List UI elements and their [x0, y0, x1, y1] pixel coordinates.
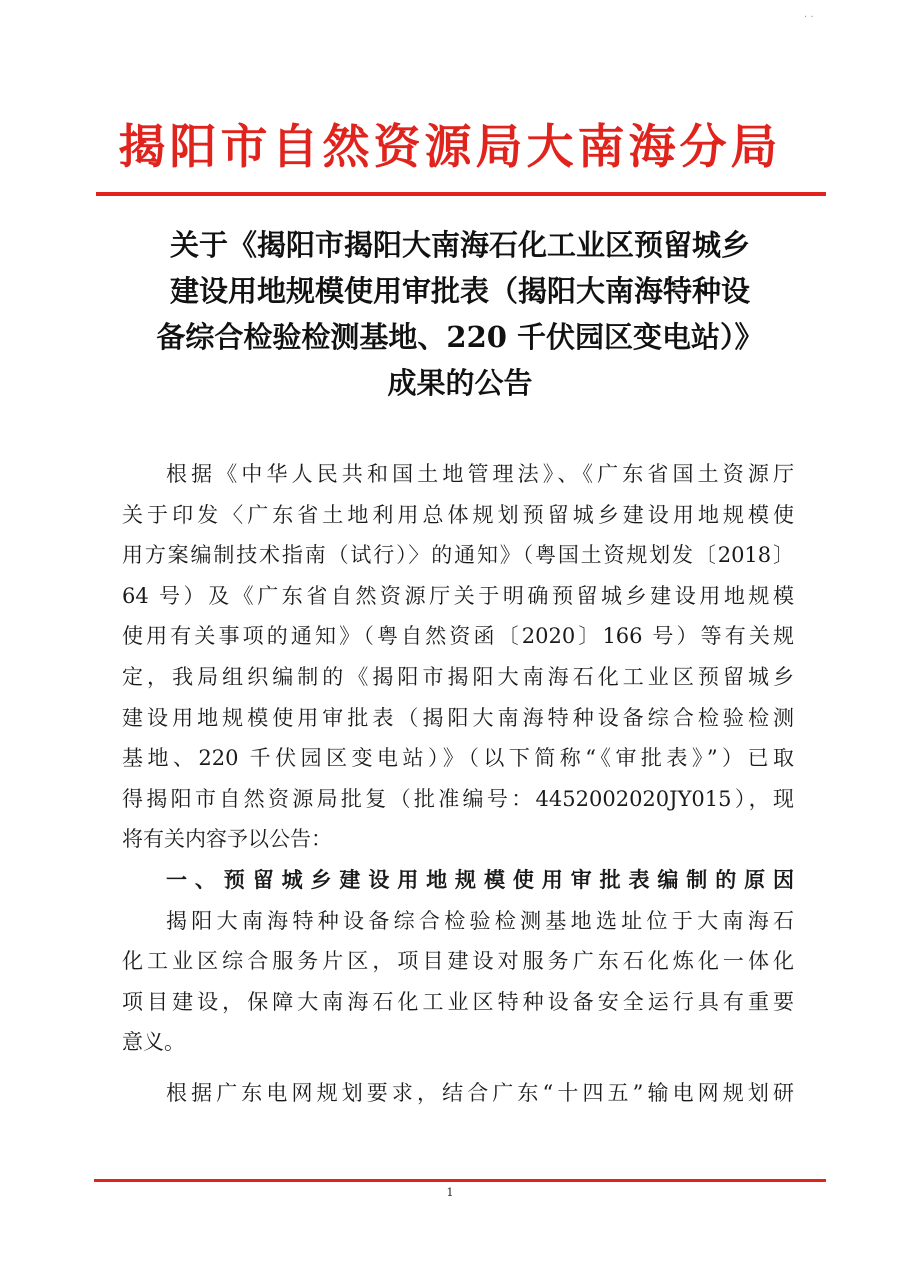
- notice-title-line: 关于《揭阳市揭阳大南海石化工业区预留城乡: [169, 228, 750, 262]
- notice-title-line: 成果的公告: [387, 366, 533, 400]
- paragraph-gap: [122, 1063, 794, 1073]
- header-red-rule: [96, 192, 826, 196]
- paragraph-line: 项目建设，保障大南海石化工业区特种设备安全运行具有重要: [122, 989, 794, 1014]
- issuing-authority-title: 揭阳市自然资源局大南海分局: [118, 120, 782, 175]
- paragraph-line: 64 号）及《广东省自然资源厅关于明确预留城乡建设用地规模: [122, 583, 794, 608]
- paragraph-line: 得揭阳市自然资源局批复（批准编号：4452002020JY015），现: [122, 786, 794, 811]
- notice-body: [122, 454, 794, 1114]
- paragraph-line: 揭阳大南海特种设备综合检验检测基地选址位于大南海石: [166, 908, 794, 933]
- paragraph-line: 基地、220 千伏园区变电站）》（以下简称“《审批表》”）已取: [122, 746, 794, 771]
- paragraph-line: 建设用地规模使用审批表（揭阳大南海特种设备综合检验检测: [122, 705, 794, 730]
- page-number: 1: [446, 1186, 454, 1199]
- paragraph-line: 意义。: [122, 1030, 185, 1055]
- paragraph-line: 用方案编制技术指南（试行）〉的通知》（粤国土资规划发〔2018〕: [122, 543, 794, 568]
- paragraph-line: 关于印发〈广东省土地利用总体规划预留城乡建设用地规模使: [122, 502, 794, 527]
- paragraph-line: 使用有关事项的通知》（粤自然资函〔2020〕166 号）等有关规: [122, 624, 794, 649]
- notice-title: [100, 222, 820, 406]
- notice-title-line: 备综合检验检测基地、220 千伏园区变电站）》: [156, 320, 764, 354]
- paragraph-line: 定，我局组织编制的《揭阳市揭阳大南海石化工业区预留城乡: [122, 664, 794, 689]
- paragraph-line: 化工业区综合服务片区，项目建设对服务广东石化炼化一体化: [122, 949, 794, 974]
- section-heading: 一、预留城乡建设用地规模使用审批表编制的原因: [166, 867, 794, 892]
- paragraph-line: 将有关内容予以公告：: [122, 827, 332, 852]
- paragraph-line: 根据广东电网规划要求，结合广东“十四五”输电网规划研: [166, 1080, 794, 1105]
- notice-title-line: 建设用地规模使用审批表（揭阳大南海特种设: [169, 274, 750, 308]
- scan-mark: · ·: [804, 12, 814, 23]
- paragraph-line: 根据《中华人民共和国土地管理法》、《广东省国土资源厅: [166, 462, 794, 486]
- footer-red-rule: [94, 1179, 826, 1182]
